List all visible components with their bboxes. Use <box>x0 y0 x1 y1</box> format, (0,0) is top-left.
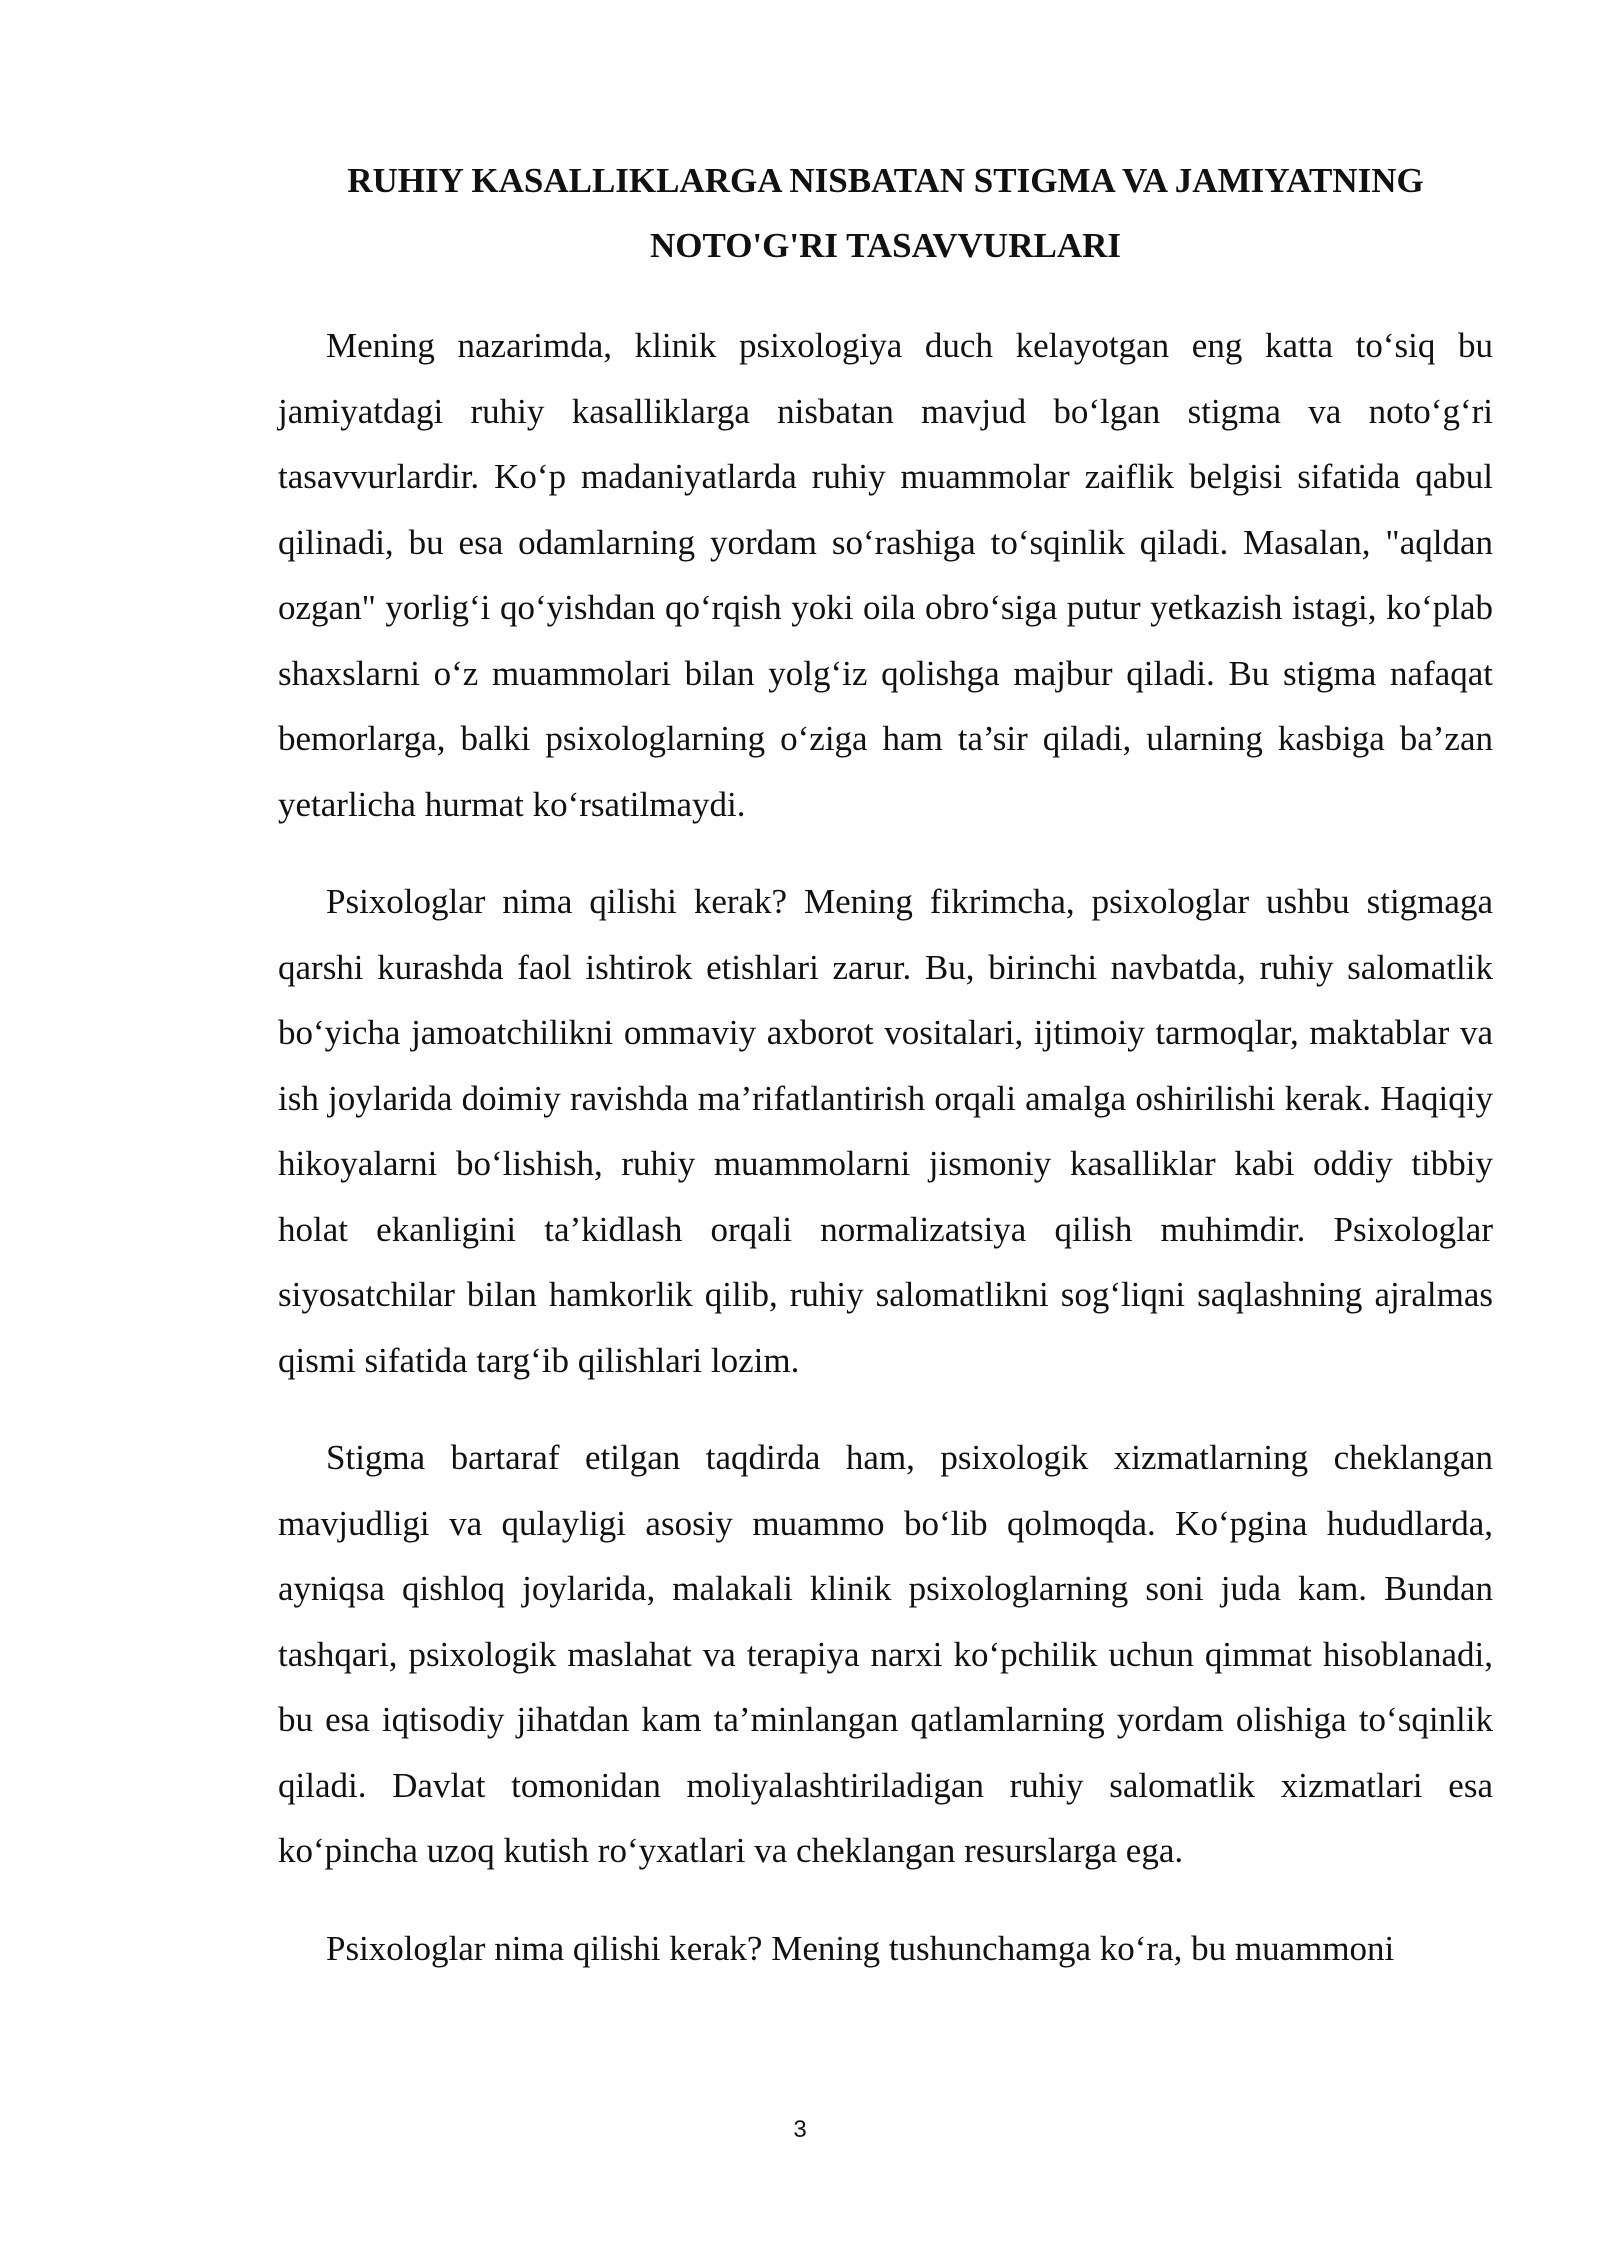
page-number: 3 <box>793 2116 807 2143</box>
document-title <box>278 148 1493 278</box>
title-line-1: RUHIY KASALLIKLARGA NISBATAN STIGMA VA JAMIYATNING <box>347 161 1424 200</box>
title-line-2: NOTO'G'RI TASAVVURLARI <box>650 226 1121 265</box>
paragraph-3: Stigma bartaraf etilgan taqdirda ham, psixologik xizmatlarning cheklangan mavjudligi va qulayligi asosiy muammo bo‘lib qolmoqda. Ko‘pgina hududlarda, ayniqsa qishloq joylarida, malakali klinik psixologlarning soni juda kam. Bundan tashqari, psixologik maslahat va terapiya narxi ko‘pchilik uchun qimmat hisoblanadi, bu esa iqtisodiy jihatdan kam ta’minlangan qatlamlarning yordam olishiga to‘sqinlik qiladi. Davlat tomonidan moliyalashtiriladigan ruhiy salomatlik xizmatlari esa ko‘pincha uzoq kutish ro‘yxatlari va cheklangan resurslarga ega. <box>278 1438 1493 1870</box>
paragraph-4: Psixologlar nima qilishi kerak? Mening tushunchamga ko‘ra, bu muammoni <box>326 1928 1395 1968</box>
paragraph-1: Mening nazarimda, klinik psixologiya duch kelayotgan eng katta to‘siq bu jamiyatdagi ruhiy kasalliklarga nisbatan mavjud bo‘lgan stigma va noto‘g‘ri tasavvurlardir. Ko‘p madaniyatlarda ruhiy muammolar zaiflik belgisi sifatida qabul qilinadi, bu esa odamlarning yordam so‘rashiga to‘sqinlik qiladi. Masalan, "aqldan ozgan" yorlig‘i qo‘yishdan qo‘rqish yoki oila obro‘siga putur yetkazish istagi, ko‘plab shaxslarni o‘z muammolari bilan yolg‘iz qolishga majbur qiladi. Bu stigma nafaqat bemorlarga, balki psixologlarning o‘ziga ham ta’sir qiladi, ularning kasbiga ba’zan yetarlicha hurmat ko‘rsatilmaydi. <box>278 326 1493 824</box>
paragraph-2: Psixologlar nima qilishi kerak? Mening fikrimcha, psixologlar ushbu stigmaga qarshi kurashda faol ishtirok etishlari zarur. Bu, birinchi navbatda, ruhiy salomatlik bo‘yicha jamoatchilikni ommaviy axborot vositalari, ijtimoiy tarmoqlar, maktablar va ish joylarida doimiy ravishda ma’rifatlantirish orqali amalga oshirilishi kerak. Haqiqiy hikoyalarni bo‘lishish, ruhiy muammolarni jismoniy kasalliklar kabi oddiy tibbiy holat ekanligini ta’kidlash orqali normalizatsiya qilish muhimdir. Psixologlar siyosatchilar bilan hamkorlik qilib, ruhiy salomatlikni sog‘liqni saqlashning ajralmas qismi sifatida targ‘ib qilishlari lozim. <box>278 882 1493 1380</box>
page-content <box>278 148 1493 1981</box>
